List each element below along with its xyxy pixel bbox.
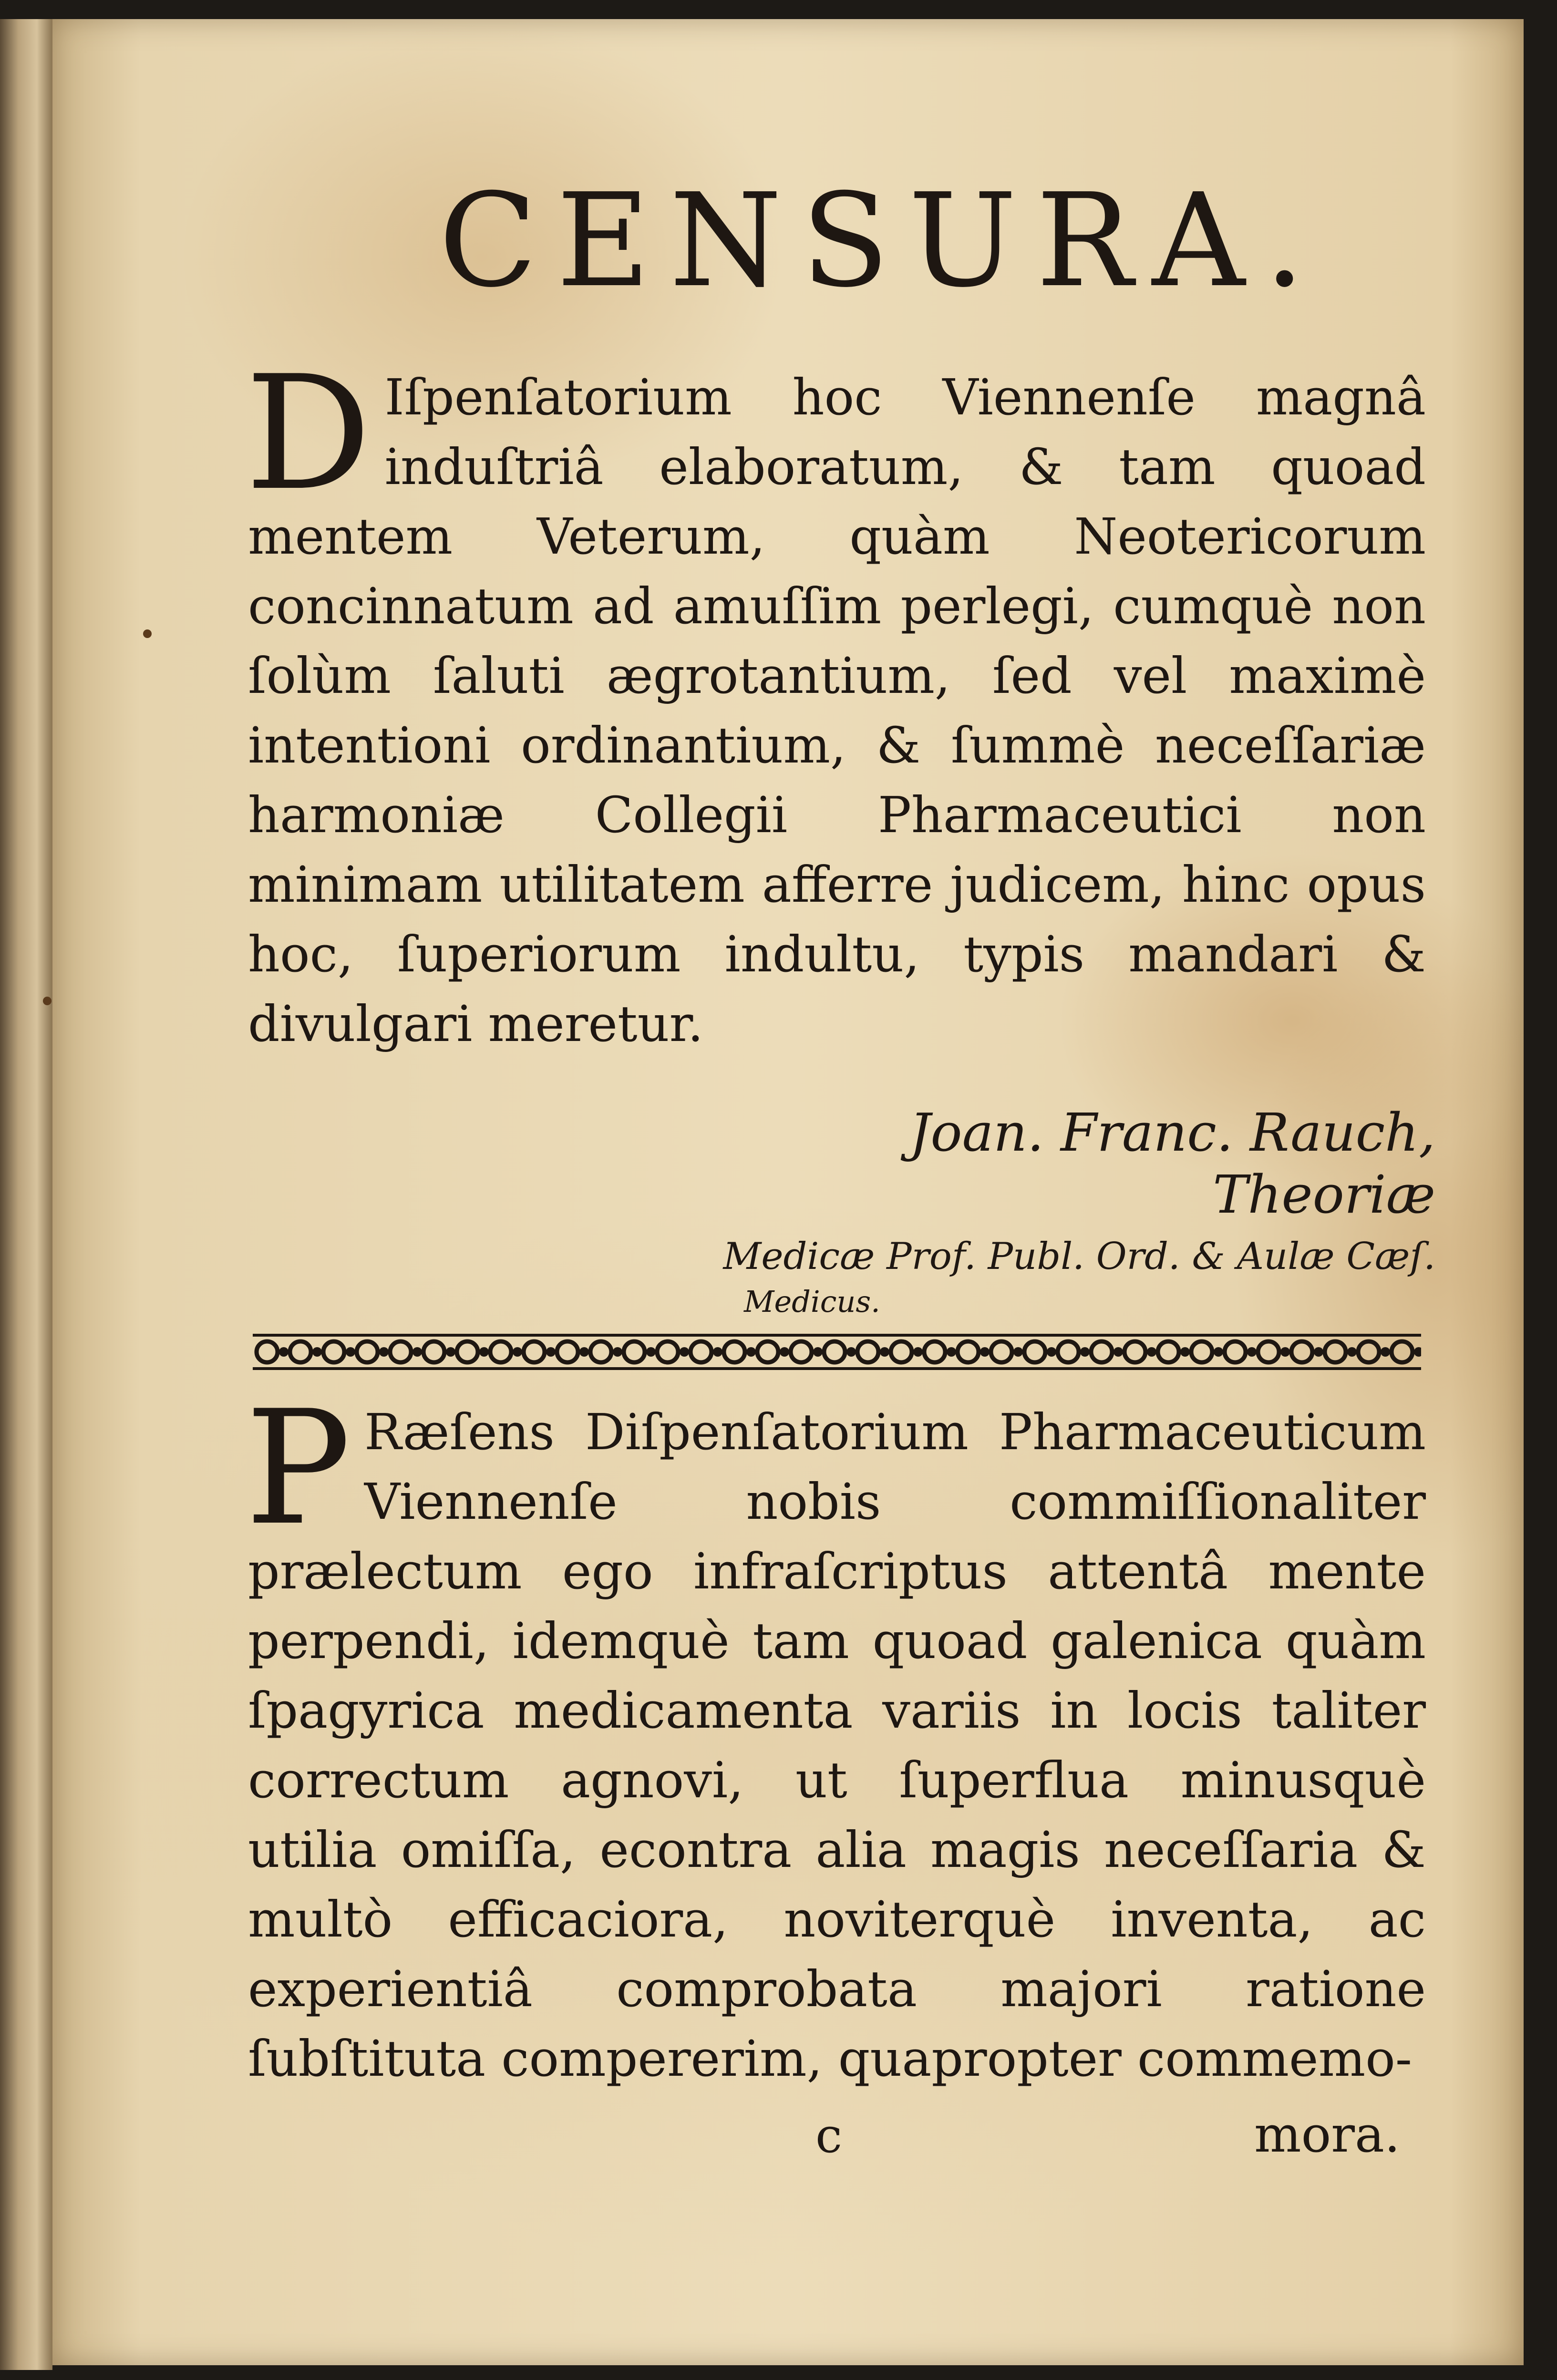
censura-dropcap: D bbox=[245, 342, 371, 525]
ornament-ring bbox=[323, 1341, 344, 1362]
ornament-ring bbox=[924, 1341, 945, 1362]
ornament-ring bbox=[1325, 1341, 1346, 1362]
ornament-ring bbox=[691, 1341, 711, 1362]
ornament-dot bbox=[813, 1347, 823, 1357]
ornament-dot bbox=[1347, 1347, 1357, 1357]
ornament-dot bbox=[1414, 1347, 1421, 1357]
second-dropcap: P bbox=[245, 1377, 351, 1560]
ornament-dot bbox=[412, 1347, 422, 1357]
ornament-dot bbox=[947, 1347, 956, 1357]
ornament-ring bbox=[1392, 1341, 1413, 1362]
ornament-dot bbox=[780, 1347, 789, 1357]
second-paragraph bbox=[245, 1377, 1426, 2165]
ornament-dot bbox=[579, 1347, 589, 1357]
ornament-dot bbox=[312, 1347, 322, 1357]
signature-mark: c bbox=[815, 2108, 843, 2164]
ornament-dot bbox=[1280, 1347, 1290, 1357]
ornament-ring bbox=[557, 1341, 578, 1362]
signature-block bbox=[672, 1102, 1435, 1321]
ornament-dot bbox=[1314, 1347, 1323, 1357]
ornament-dot bbox=[379, 1347, 389, 1357]
ornament-ring bbox=[423, 1341, 444, 1362]
ornament-dot bbox=[1080, 1347, 1090, 1357]
ornament-ring bbox=[624, 1341, 645, 1362]
ornament-ring bbox=[357, 1341, 378, 1362]
ornament-ring bbox=[1358, 1341, 1379, 1362]
left-page-edge bbox=[0, 19, 52, 2370]
book-page bbox=[52, 19, 1524, 2365]
signature-role: Medicus. bbox=[744, 1284, 880, 1319]
second-text: Ræſens Diſpenſatorium Pharmaceuticum Viennenſe nobis commiſſionaliter prælectum ego infraſcriptus attentâ mente perpendi, idemquè tam quoad galenica quàm ſpagyrica medicamenta variis in locis taliter correctum agnovi, ut ſuperflua minusquè utilia omiſſa, econtra alia magis neceſſaria & multò efficaciora, noviterquè inventa, ac experientiâ comprobata majori ratione ſubſtituta compererim, quapropter commemo- bbox=[248, 1403, 1426, 2088]
ornament-ring bbox=[757, 1341, 778, 1362]
ornament-ring bbox=[724, 1341, 745, 1362]
ornament-ring bbox=[657, 1341, 678, 1362]
ornament-dot bbox=[1114, 1347, 1123, 1357]
ornament-ring bbox=[1258, 1341, 1279, 1362]
margin-mark bbox=[43, 997, 52, 1005]
ornament-dot bbox=[846, 1347, 856, 1357]
ornament-ring bbox=[1291, 1341, 1312, 1362]
ornament-ring bbox=[1058, 1341, 1079, 1362]
ornament-ring bbox=[490, 1341, 511, 1362]
ornament-dot bbox=[646, 1347, 656, 1357]
ornament-dot bbox=[1180, 1347, 1190, 1357]
ornament-ring bbox=[290, 1341, 311, 1362]
margin-mark bbox=[143, 629, 152, 638]
ornament-dot bbox=[913, 1347, 923, 1357]
ornament-dot bbox=[1013, 1347, 1023, 1357]
censura-text: Iſpenſatorium hoc Viennenſe magnâ induſtriâ elaboratum, & tam quoad mentem Veterum, quàm Neotericorum concinnatum ad amuſſim perlegi, cumquè non ſolùm ſaluti ægrotantium, ſed vel maximè intentioni ordinantium, & ſummè neceſſariæ harmoniæ Collegii Pharmaceutici non minimam utilitatem afferre judicem, hinc opus hoc, ſuperiorum indultu, typis mandari & divulgari meretur. bbox=[248, 368, 1426, 1053]
ornament-dot bbox=[746, 1347, 756, 1357]
ornament-dot bbox=[1214, 1347, 1223, 1357]
signature-name: Joan. Franc. Rauch, Theoriæ bbox=[909, 1102, 1435, 1225]
ornament-ring bbox=[891, 1341, 912, 1362]
ornament-ring bbox=[857, 1341, 878, 1362]
ornament-ring bbox=[457, 1341, 478, 1362]
ornament-ring bbox=[958, 1341, 979, 1362]
ornament-ring bbox=[824, 1341, 845, 1362]
ornament-dot bbox=[1247, 1347, 1257, 1357]
ornament-dot bbox=[1047, 1347, 1056, 1357]
ornamental-divider bbox=[253, 1326, 1421, 1378]
ornament-ring bbox=[1024, 1341, 1045, 1362]
ornament-ring bbox=[1091, 1341, 1112, 1362]
ornament-ring bbox=[257, 1341, 278, 1362]
ornament-ring bbox=[791, 1341, 812, 1362]
ornament-dot bbox=[479, 1347, 489, 1357]
ornament-dot bbox=[1147, 1347, 1156, 1357]
ornament-dot bbox=[880, 1347, 889, 1357]
ornament-dot bbox=[513, 1347, 522, 1357]
ornament-dot bbox=[446, 1347, 455, 1357]
ornament-ring bbox=[1191, 1341, 1212, 1362]
ornament-ring bbox=[991, 1341, 1012, 1362]
ornament-ring bbox=[590, 1341, 611, 1362]
ornament-ring bbox=[1124, 1341, 1145, 1362]
ornament-dot bbox=[613, 1347, 622, 1357]
ornament-ring bbox=[390, 1341, 411, 1362]
ornament-dot bbox=[1381, 1347, 1390, 1357]
page-title: CENSURA. bbox=[439, 165, 1324, 316]
catchword: mora. bbox=[1254, 2105, 1401, 2164]
ornament-dot bbox=[713, 1347, 722, 1357]
ornament-ring bbox=[1158, 1341, 1179, 1362]
ornament-ring bbox=[1225, 1341, 1246, 1362]
ornament-dot bbox=[680, 1347, 689, 1357]
ornament-dot bbox=[546, 1347, 556, 1357]
ornament-dot bbox=[346, 1347, 355, 1357]
ornament-dot bbox=[980, 1347, 990, 1357]
censura-paragraph bbox=[245, 342, 1426, 1068]
ornament-dot bbox=[279, 1347, 289, 1357]
signature-title: Medicæ Prof. Publ. Ord. & Aulæ Cæſ. bbox=[723, 1235, 1435, 1278]
ornament-ring bbox=[524, 1341, 545, 1362]
